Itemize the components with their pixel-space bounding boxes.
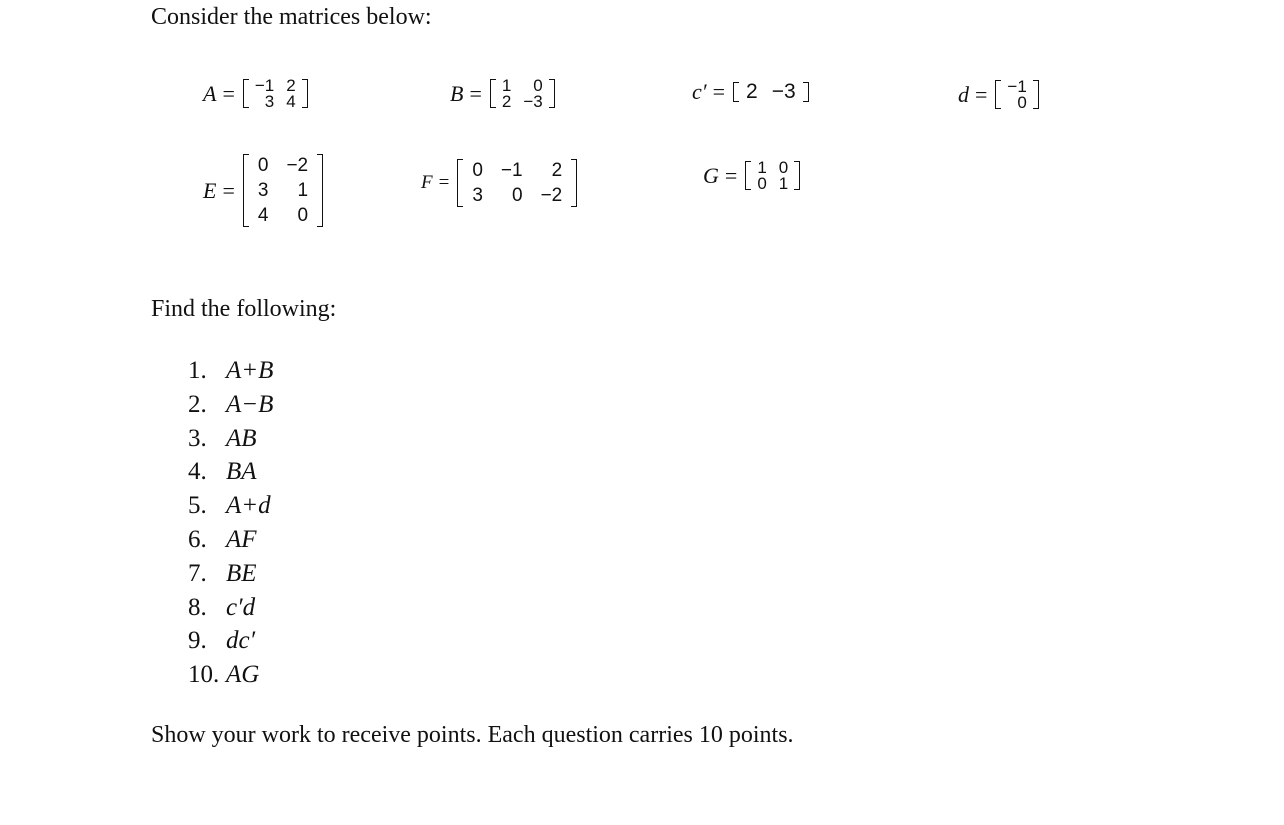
cell: 0 xyxy=(257,155,269,176)
list-item: 3. AB xyxy=(188,424,257,452)
list-item: 8. c′d xyxy=(188,593,256,621)
matrix-g-name: G xyxy=(703,162,719,188)
cell: 2 xyxy=(286,76,296,95)
cell: 3 xyxy=(264,91,275,111)
cell: 1 xyxy=(501,76,512,95)
list-item: 5. A+d xyxy=(188,492,271,520)
cell: −1 xyxy=(500,160,523,181)
list-item: 1. A+B xyxy=(188,357,274,384)
cell: −2 xyxy=(286,155,309,176)
matrix-g: G = 1 0 0 1 xyxy=(703,160,800,191)
problem-list xyxy=(188,356,273,694)
cell: 0 xyxy=(297,205,309,227)
cell: 2 xyxy=(746,79,758,103)
cell: 2 xyxy=(501,91,512,111)
matrix-a-name: A xyxy=(203,80,217,106)
cell: 0 xyxy=(472,160,483,181)
vector-c-name: c′ xyxy=(692,79,707,104)
cell: 1 xyxy=(757,158,767,177)
cell: 2 xyxy=(551,160,563,181)
list-item: 6. AF xyxy=(188,525,257,553)
intro-text: Consider the matrices below: xyxy=(151,4,432,30)
vector-d: d = −1 0 xyxy=(958,79,1039,110)
find-title: Find the following: xyxy=(151,296,337,322)
cell: 0 xyxy=(778,158,789,177)
matrix-e: E = 0 −2 3 1 4 0 xyxy=(203,153,323,228)
cell: 3 xyxy=(472,185,483,207)
vector-c-prime: c′ = 2 −3 xyxy=(692,79,809,105)
list-item: 7. BE xyxy=(188,559,257,587)
cell: −1 xyxy=(1007,77,1027,96)
cell: 4 xyxy=(286,91,296,111)
list-item: 10. AG xyxy=(188,661,260,689)
cell: 1 xyxy=(297,180,309,202)
matrix-a: A = −1 2 3 4 xyxy=(203,78,308,109)
cell: 0 xyxy=(533,76,543,95)
cell: 4 xyxy=(257,205,269,227)
cell: 0 xyxy=(757,173,767,193)
matrix-b: B = 1 0 2 −3 xyxy=(450,78,555,109)
matrix-e-name: E xyxy=(203,177,217,203)
matrix-f-name: F xyxy=(421,172,433,194)
list-item: 9. dc′ xyxy=(188,627,256,655)
footer-instructions: Show your work to receive points. Each question carries 10 points. xyxy=(151,722,794,748)
cell: −3 xyxy=(523,91,543,111)
list-item: 4. BA xyxy=(188,458,257,486)
matrix-b-name: B xyxy=(450,80,464,106)
cell: −3 xyxy=(771,79,796,103)
list-item: 2. A−B xyxy=(188,390,274,418)
cell: 1 xyxy=(778,173,789,193)
cell: 3 xyxy=(257,180,269,202)
cell: 0 xyxy=(1017,92,1027,112)
cell: −2 xyxy=(540,185,563,207)
matrix-f: F = 0 −1 2 3 0 −2 xyxy=(421,158,577,208)
cell: −1 xyxy=(254,76,275,95)
cell: 0 xyxy=(512,185,523,207)
vector-d-name: d xyxy=(958,81,969,107)
